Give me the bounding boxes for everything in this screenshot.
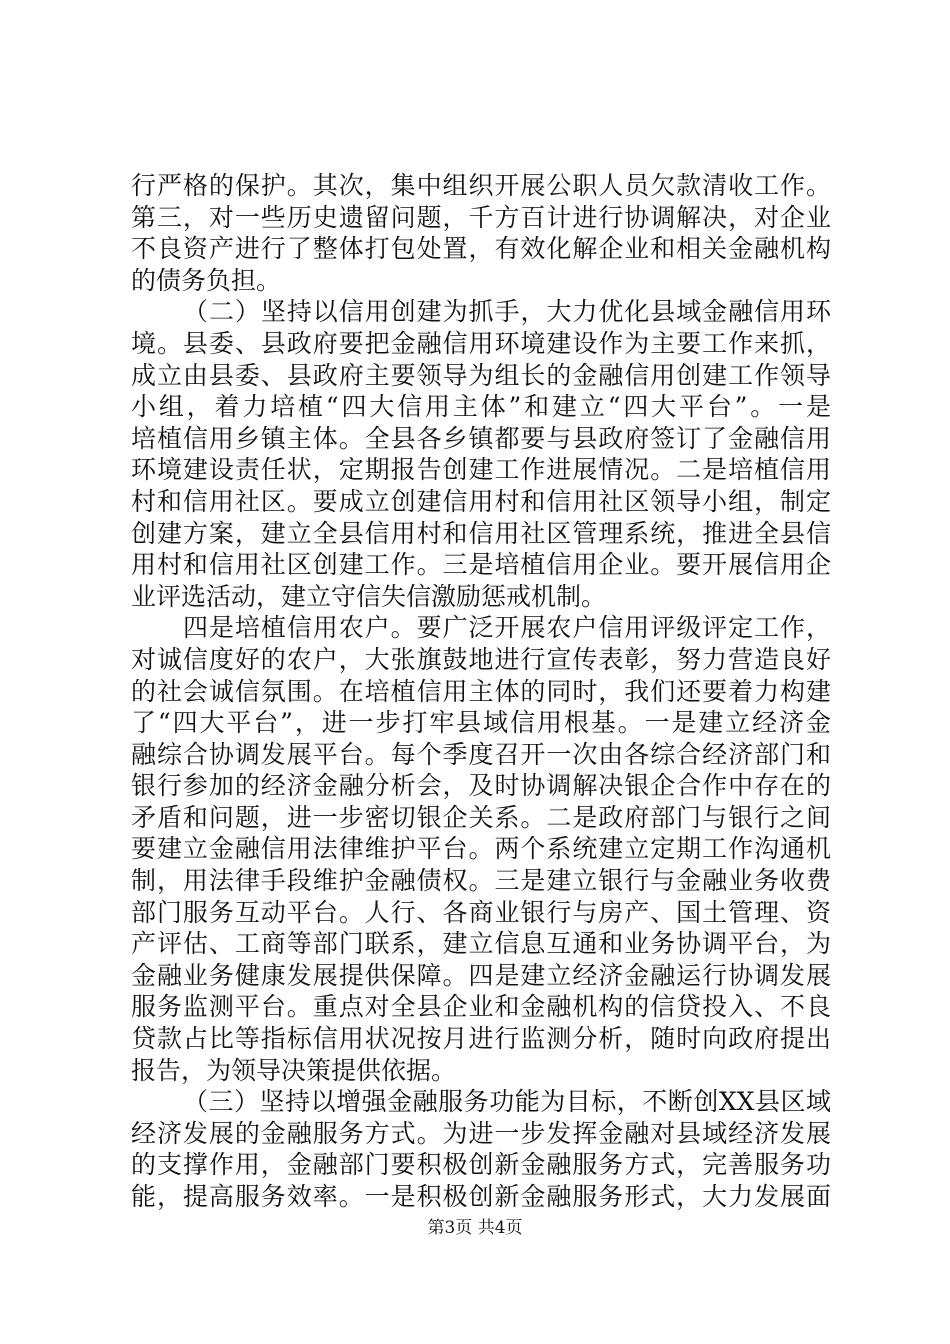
text-line: 第三，对一些历史遗留问题，千方百计进行协调解决，对企业 (131, 202, 831, 232)
text-line: 融综合协调发展平台。每个季度召开一次由各综合经济部门和 (131, 739, 831, 769)
text-line: 银行参加的经济金融分析会，及时协调解决银企合作中存在的 (131, 771, 831, 801)
text-line: 的债务负担。 (131, 265, 282, 295)
text-line: 要建立金融信用法律维护平台。两个系统建立定期工作沟通机 (131, 834, 831, 864)
text-line: 不良资产进行了整体打包处置，有效化解企业和相关金融机构 (131, 234, 831, 264)
text-line: 报告，为领导决策提供依据。 (131, 1055, 457, 1085)
text-line: 创建方案，建立全县信用村和信用社区管理系统，推进全县信 (131, 518, 831, 548)
text-line: 四是培植信用农户。要广泛开展农户信用评级评定工作， (183, 613, 831, 643)
text-line: 小组，着力培植“四大信用主体”和建立“四大平台”。一是 (131, 392, 831, 422)
text-line: 部门服务互动平台。人行、各商业银行与房产、国土管理、资 (131, 897, 831, 927)
text-line: 产评估、工商等部门联系，建立信息互通和业务协调平台，为 (131, 929, 831, 959)
text-line: 用村和信用社区创建工作。三是培植信用企业。要开展信用企 (131, 550, 831, 580)
page-footer: 第3页 共4页 (427, 1218, 523, 1238)
text-line: 金融业务健康发展提供保障。四是建立经济金融运行协调发展 (131, 960, 831, 990)
text-line: 了“四大平台”，进一步打牢县域信用根基。一是建立经济金 (131, 708, 831, 738)
text-line: 村和信用社区。要成立创建信用村和信用社区领导小组，制定 (131, 486, 831, 516)
text-line: 培植信用乡镇主体。全县各乡镇都要与县政府签订了金融信用 (131, 423, 831, 453)
text-line: 矛盾和问题，进一步密切银企关系。二是政府部门与银行之间 (131, 802, 831, 832)
text-line: 经济发展的金融服务方式。为进一步发挥金融对县域经济发展 (131, 1118, 831, 1148)
text-line: 境。县委、县政府要把金融信用环境建设作为主要工作来抓， (131, 328, 831, 358)
text-line: （三）坚持以增强金融服务功能为目标，不断创XX县区域 (183, 1087, 831, 1117)
text-line: 制，用法律手段维护金融债权。三是建立银行与金融业务收费 (131, 866, 831, 896)
text-line: 行严格的保护。其次，集中组织开展公职人员欠款清收工作。 (131, 171, 831, 200)
text-line: 的社会诚信氛围。在培植信用主体的同时，我们还要着力构建 (131, 676, 831, 706)
text-line: 环境建设责任状，定期报告创建工作进展情况。二是培植信用 (131, 455, 831, 485)
text-line: 的支撑作用，金融部门要积极创新金融服务方式，完善服务功 (131, 1150, 831, 1180)
document-body (131, 170, 831, 1213)
text-line: 对诚信度好的农户，大张旗鼓地进行宣传表彰，努力营造良好 (131, 644, 831, 674)
text-line: 贷款占比等指标信用状况按月进行监测分析，随时向政府提出 (131, 1024, 831, 1054)
text-line: （二）坚持以信用创建为抓手，大力优化县域金融信用环 (183, 297, 831, 327)
text-line: 业评选活动，建立守信失信激励惩戒机制。 (131, 581, 607, 611)
text-line: 能，提高服务效率。一是积极创新金融服务形式，大力发展面 (131, 1182, 831, 1211)
text-line: 服务监测平台。重点对全县企业和金融机构的信贷投入、不良 (131, 992, 831, 1022)
text-line: 成立由县委、县政府主要领导为组长的金融信用创建工作领导 (131, 360, 831, 390)
